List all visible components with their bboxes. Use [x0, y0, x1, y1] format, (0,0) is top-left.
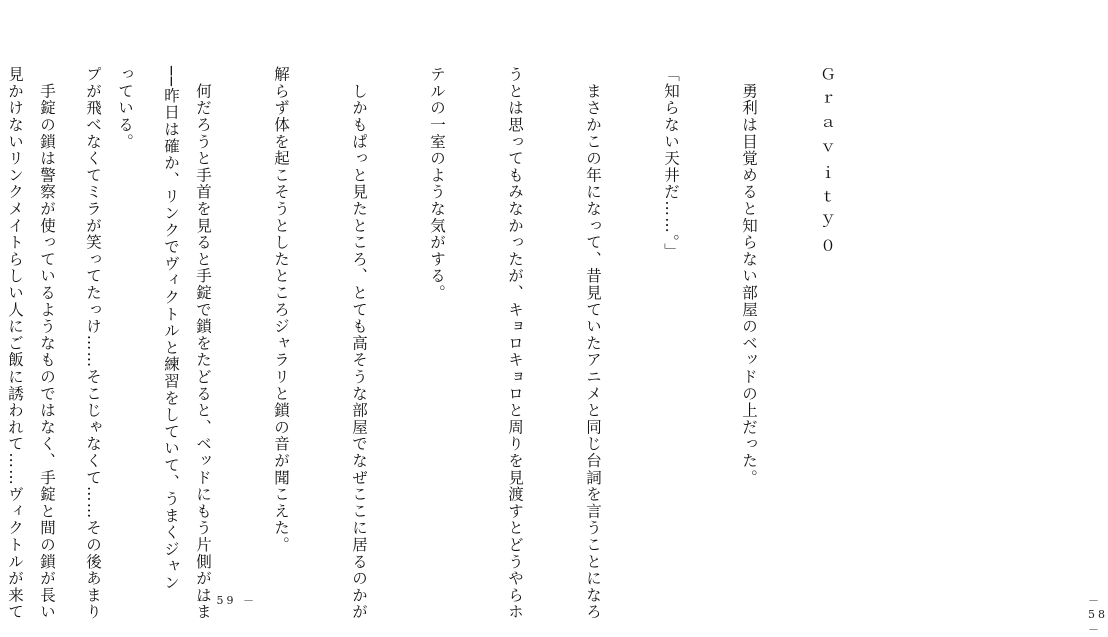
text-line: しかもぱっと見たところ、とても高そうな部屋でなぜここに居るのかが	[350, 66, 368, 621]
text-line: まさかこの年になって、昔見ていたアニメと同じ台詞を言うことになろ	[584, 66, 602, 621]
text-line: ──昨日は確か、リンクでヴィクトルと練習をしていて、うまくジャン	[162, 66, 180, 592]
page-number: － 59 －	[196, 594, 257, 607]
text-line: 見かけないリンクメイトらしい人にご飯に誘われて……ヴィクトルが来て	[6, 66, 24, 621]
text-line	[314, 66, 340, 576]
page-59	[0, 0, 450, 634]
text-line: っている。	[116, 66, 134, 150]
text-line	[236, 66, 262, 576]
text-line: うとは思ってもみなかったが、キョロキョロと周りを見渡すとどうやらホ	[506, 66, 524, 621]
text-line: 解らず体を起こそうとしたところジャラリと鎖の音が聞こえた。	[272, 66, 290, 554]
text-line: 何だろうと手首を見ると手錠で鎖をたどると、ベッドにもう片側がはま	[194, 66, 212, 621]
text-line: プが飛べなくてミラが笑ってたっけ……そこじゃなくて……その後あまり	[84, 66, 102, 621]
page-number: － 58 －	[1088, 594, 1108, 636]
text-line: 手錠の鎖は警察が使っているようなものではなく、手錠と間の鎖が長い	[38, 66, 56, 621]
text-line: テルの一室のような気がする。	[428, 66, 446, 302]
text-line: 「知らない天井だ……。」	[662, 66, 680, 260]
chapter-title: Ｇｒａｖｉｔｙ０	[818, 66, 836, 262]
text-line: 勇利は目覚めると知らない部屋のベッドの上だった。	[740, 66, 758, 486]
